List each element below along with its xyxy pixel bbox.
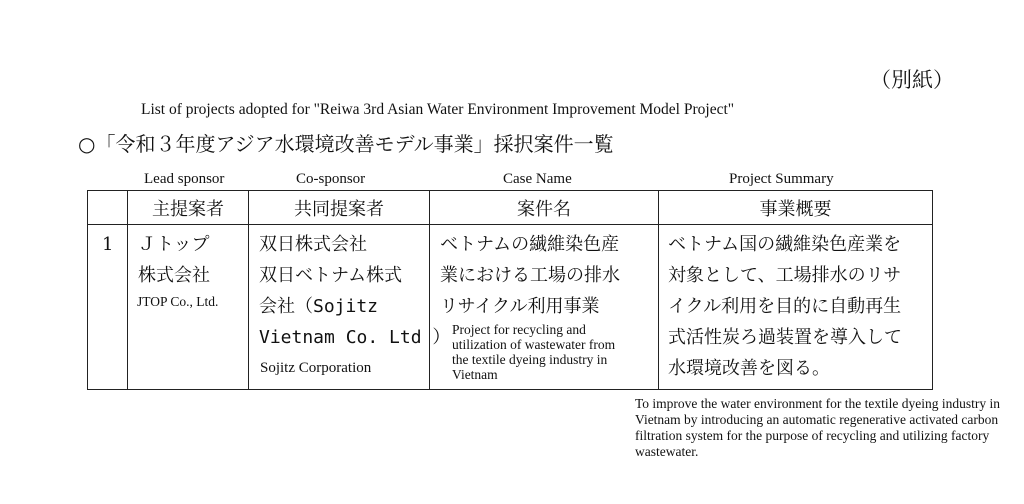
summary-jp-line: 対象として、工場排水のリサ: [668, 265, 902, 286]
summary-jp-line: ベトナム国の繊維染色産業を: [668, 234, 902, 255]
header-jp-lead-sponsor: 主提案者: [128, 191, 249, 225]
co-sponsor-jp-line: 双日株式会社: [259, 234, 367, 255]
co-sponsor-cell: [249, 225, 451, 390]
lead-sponsor-jp-line: 株式会社: [138, 265, 210, 286]
case-name-jp-line: リサイクル利用事業: [440, 296, 600, 317]
lead-sponsor-jp-line: Ｊトップ: [138, 234, 210, 255]
header-en-case-name: Case Name: [503, 171, 572, 187]
header-en-lead-sponsor: Lead sponsor: [144, 171, 225, 187]
summary-cell: [659, 225, 933, 390]
summary-jp-line: 水環境改善を図る。: [668, 358, 830, 379]
header-jp-co-sponsor: 共同提案者: [249, 191, 430, 225]
row-number: 1: [102, 234, 114, 255]
case-name-cell: [430, 225, 659, 390]
case-name-en-line: utilization of wastewater from: [452, 337, 616, 352]
header-jp-project-summary: 事業概要: [659, 191, 933, 225]
header-en-co-sponsor: Co-sponsor: [296, 171, 366, 187]
co-sponsor-jp-line: 双日ベトナム株式: [259, 265, 403, 286]
case-name-jp-line: 業における工場の排水: [440, 265, 620, 286]
row-number-cell: [88, 225, 128, 390]
header-en-project-summary: Project Summary: [729, 171, 834, 187]
title-japanese: ○「令和３年度アジア水環境改善モデル事業」採択案件一覧: [78, 132, 614, 156]
summary-jp-line: イクル利用を目的に自動再生: [668, 296, 902, 317]
lead-sponsor-en: JTOP Co., Ltd.: [137, 294, 219, 309]
header-jp-case-name: 案件名: [430, 191, 659, 225]
case-name-jp-line: ベトナムの繊維染色産: [440, 234, 620, 255]
header-number-cell: [88, 191, 128, 225]
title-english: List of projects adopted for "Reiwa 3rd Asian Water Environment Improvement Model Project": [141, 101, 735, 118]
co-sponsor-en: Sojitz Corporation: [260, 360, 372, 376]
table-header-row: [88, 191, 933, 225]
co-sponsor-jp-line: 会社（Sojitz: [259, 296, 379, 317]
projects-table: [87, 190, 933, 390]
attachment-label: （別紙）: [870, 68, 954, 92]
co-sponsor-jp-line: Vietnam Co. Ltd ）: [259, 327, 451, 348]
summary-en: To improve the water environment for the textile dyeing industry in Vietnam by introducing an automatic regenerative activated carbon filtration system for the purpose of recycling and utilizing factory wastewater.: [635, 396, 1000, 459]
table-row: [88, 225, 933, 390]
summary-jp-line: 式活性炭ろ過装置を導入して: [668, 327, 902, 348]
case-name-en-line: Vietnam: [452, 367, 498, 382]
case-name-en-line: the textile dyeing industry in: [452, 352, 608, 367]
lead-sponsor-cell: [128, 225, 249, 390]
case-name-en-line: Project for recycling and: [452, 322, 586, 337]
